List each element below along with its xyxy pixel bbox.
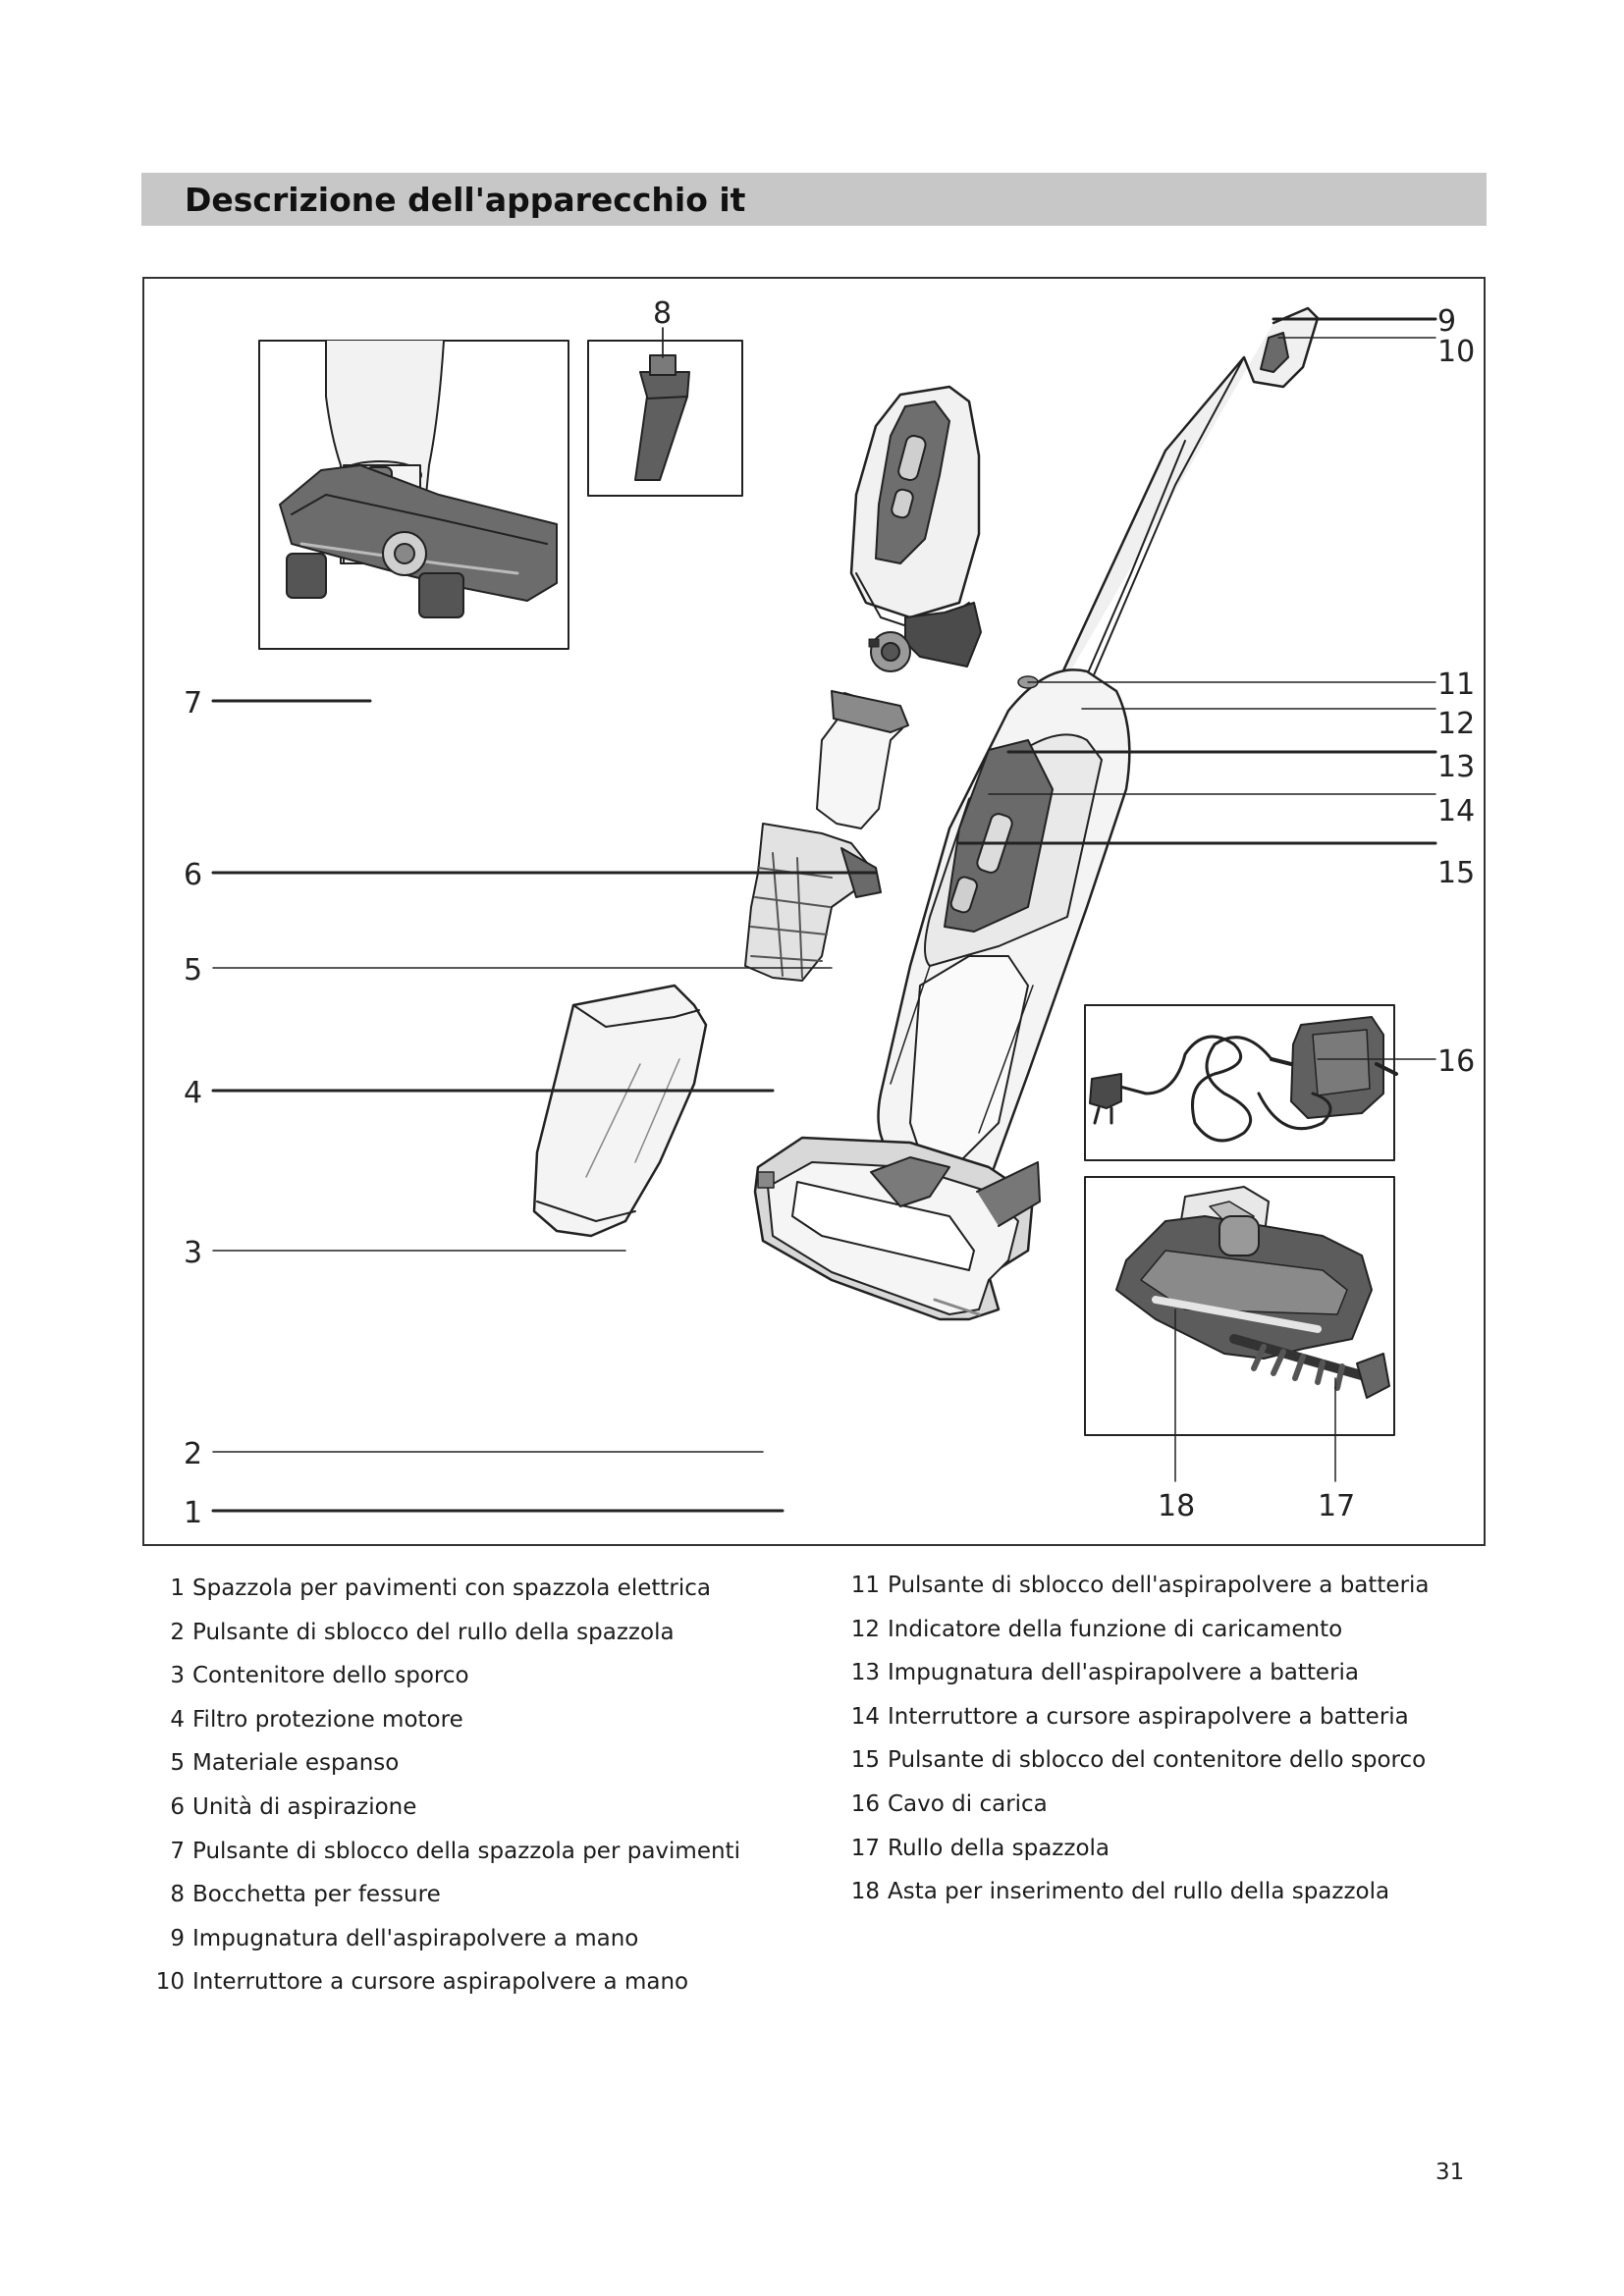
legend-number: 15	[850, 1747, 880, 1774]
callout-10: 10	[1437, 335, 1476, 369]
legend-item	[147, 1654, 835, 1698]
legend-item	[147, 1917, 835, 1961]
legend-number: 12	[850, 1616, 880, 1642]
legend-item	[844, 1783, 1492, 1827]
legend-number: 10	[155, 1969, 185, 1996]
page-number: 31	[1435, 2160, 1465, 2185]
legend-item	[147, 1741, 835, 1786]
legend-text: Asta per inserimento del rullo della spazzola	[888, 1879, 1390, 1905]
dust-container-drawing	[534, 986, 706, 1236]
legend-number: 5	[170, 1750, 185, 1777]
legend-text: Pulsante di sblocco della spazzola per pavimenti	[192, 1838, 740, 1864]
legend-text: Interruttore a cursore aspirapolvere a batteria	[888, 1703, 1409, 1730]
callout-14: 14	[1437, 794, 1476, 828]
legend-number: 2	[170, 1619, 185, 1645]
callout-18: 18	[1158, 1489, 1196, 1523]
callout-7: 7	[184, 686, 203, 721]
legend-item	[147, 1786, 835, 1830]
callout-12: 12	[1437, 707, 1476, 741]
legend-item	[844, 1870, 1492, 1914]
appliance-diagram	[142, 277, 1486, 1546]
floor-brush-release-inset-drawing	[280, 341, 557, 617]
callout-6: 6	[184, 858, 203, 892]
page-title: Descrizione dell'apparecchio it	[185, 181, 746, 219]
legend-item	[844, 1608, 1492, 1652]
legend-item	[844, 1651, 1492, 1695]
legend-number: 1	[170, 1575, 185, 1601]
callout-13: 13	[1437, 750, 1476, 784]
legend-number: 14	[850, 1703, 880, 1730]
legend-text: Spazzola per pavimenti con spazzola elettrica	[192, 1575, 711, 1601]
floor-brush-drawing	[755, 1138, 1040, 1319]
motor-filter-drawing	[745, 824, 881, 981]
legend-text: Cavo di carica	[888, 1790, 1048, 1817]
legend-item	[844, 1564, 1492, 1608]
legend-text: Unità di aspirazione	[192, 1793, 417, 1820]
legend-item	[844, 1738, 1492, 1783]
callout-16: 16	[1437, 1044, 1476, 1079]
legend-item	[147, 1567, 835, 1611]
legend-text: Impugnatura dell'aspirapolvere a batteria	[888, 1660, 1360, 1686]
appliance-illustration	[144, 279, 1488, 1548]
callout-15: 15	[1437, 856, 1476, 890]
legend-item	[147, 1873, 835, 1917]
legend-text: Interruttore a cursore aspirapolvere a mano	[192, 1969, 689, 1996]
legend-text: Bocchetta per fessure	[192, 1882, 441, 1908]
legend-number: 3	[170, 1663, 185, 1689]
legend-text: Materiale espanso	[192, 1750, 400, 1777]
legend-item	[147, 1960, 835, 2004]
legend-number: 6	[170, 1793, 185, 1820]
legend-item	[147, 1830, 835, 1874]
callout-11: 11	[1437, 667, 1476, 702]
callout-4: 4	[184, 1076, 203, 1110]
legend-item	[844, 1695, 1492, 1739]
callout-3: 3	[184, 1236, 203, 1270]
legend-right-column	[844, 1564, 1492, 1914]
legend-item	[147, 1698, 835, 1742]
legend-number: 17	[850, 1835, 880, 1861]
legend-text: Pulsante di sblocco del rullo della spazzola	[192, 1619, 675, 1645]
foam-filter-drawing	[817, 691, 908, 828]
legend-number: 18	[850, 1879, 880, 1905]
callout-1: 1	[184, 1496, 203, 1530]
legend-text: Filtro protezione motore	[192, 1706, 463, 1733]
legend-text: Rullo della spazzola	[888, 1835, 1110, 1861]
section-title-bar	[141, 173, 1487, 226]
legend-text: Pulsante di sblocco dell'aspirapolvere a batteria	[888, 1573, 1430, 1598]
callout-2: 2	[184, 1437, 203, 1471]
legend-number: 16	[850, 1790, 880, 1817]
callout-17: 17	[1318, 1489, 1356, 1523]
suction-unit-drawing	[851, 387, 981, 671]
legend-text: Indicatore della funzione di caricamento	[888, 1616, 1343, 1642]
callout-8: 8	[653, 296, 673, 331]
brush-roll-drawing	[1116, 1187, 1389, 1398]
charger-drawing	[1090, 1017, 1396, 1141]
legend-number: 11	[850, 1573, 880, 1598]
legend-item	[844, 1827, 1492, 1871]
legend-number: 4	[170, 1706, 185, 1733]
legend-item	[147, 1611, 835, 1655]
legend-left-column	[147, 1567, 835, 2004]
legend-text: Contenitore dello sporco	[192, 1663, 469, 1689]
callout-9: 9	[1437, 304, 1457, 339]
legend-number: 9	[170, 1925, 185, 1951]
legend-number: 13	[850, 1660, 880, 1686]
callout-5: 5	[184, 953, 203, 988]
legend-number: 8	[170, 1882, 185, 1908]
legend-number: 7	[170, 1838, 185, 1864]
legend-text: Impugnatura dell'aspirapolvere a mano	[192, 1925, 639, 1951]
legend-text: Pulsante di sblocco del contenitore dello sporco	[888, 1747, 1427, 1774]
